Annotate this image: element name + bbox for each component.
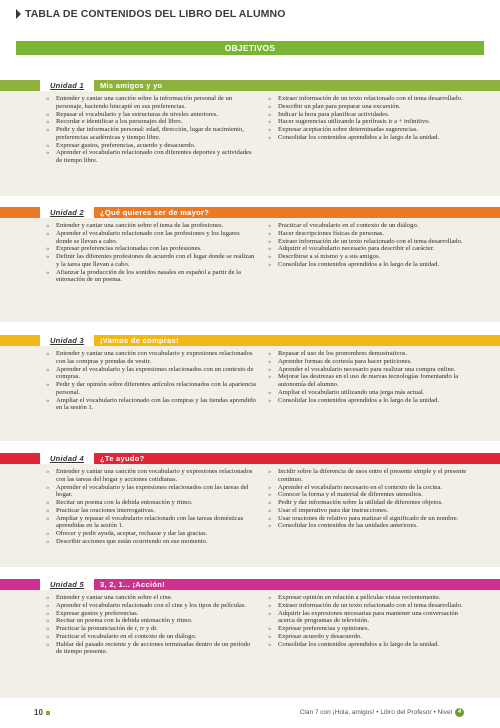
- objective-item: » Describir acciones que están ocurriendo en ese momento.: [46, 538, 256, 546]
- objective-item: » Practicar la pronunciación de r, rr y dr.: [46, 625, 256, 633]
- footer-book-title: Clan 7 con ¡Hola, amigos! • Libro del Profesor • Nivel: [299, 709, 452, 716]
- objective-item: » Recordar e identificar a los personajes del libro.: [46, 118, 256, 126]
- objective-item: » Extraer información de un texto relacionado con el tema desarrollado.: [268, 238, 476, 246]
- unit-right-column: [268, 468, 476, 530]
- square-icon: [46, 711, 50, 715]
- objective-item: » Repasar el vocabulario y las estructuras de niveles anteriores.: [46, 111, 256, 119]
- objective-item: » Entender y cantar una canción con vocabulario y expresiones relacionados con las compras y prendas de vestir.: [46, 350, 256, 366]
- objective-item: » Entender y cantar una canción sobre el cine.: [46, 594, 256, 602]
- unit-left-column: [46, 594, 256, 656]
- unit-body: [0, 464, 500, 567]
- objective-item: » Aprender el vocabulario relacionado con el cine y los tipos de películas.: [46, 602, 256, 610]
- unit-label: Unidad 1: [40, 80, 94, 91]
- unit-body: [0, 91, 500, 196]
- unit-header: [40, 579, 165, 590]
- objective-item: » Usar oraciones de relativo para matizar el significado de un nombre.: [268, 515, 476, 523]
- objetivos-header: OBJETIVOS: [16, 41, 484, 55]
- unit-left-column: [46, 350, 256, 412]
- objective-item: » Practicar el vocabulario en el contexto de un diálogo.: [268, 222, 476, 230]
- objective-item: » Extraer información de un texto relacionado con el tema desarrollado.: [268, 602, 476, 610]
- objective-item: » Pedir y dar información sobre la utilidad de diferentes objetos.: [268, 499, 476, 507]
- unit-header: [40, 453, 145, 464]
- objective-item: » Aprender el vocabulario y las expresiones relacionados con las tareas del hogar.: [46, 484, 256, 500]
- objective-item: » Usar el imperativo para dar instrucciones.: [268, 507, 476, 515]
- objective-item: » Adquirir las expresiones necesarias para mantener una conversación acerca de programas de televisión.: [268, 610, 476, 626]
- unit-label: Unidad 3: [40, 335, 94, 346]
- objective-item: » Consolidar los contenidos aprendidos a lo largo de la unidad.: [268, 641, 476, 649]
- objective-item: » Describirse a sí mismo y a sus amigos.: [268, 253, 476, 261]
- objective-item: » Definir las diferentes profesiones de acuerdo con el lugar donde se realizan y la tarea que llevan a cabo.: [46, 253, 256, 269]
- objective-item: » Expresar opinión en relación a películas vistas recientemente.: [268, 594, 476, 602]
- objective-item: » Incidir sobre la diferencia de usos entre el presente simple y el presente continuo.: [268, 468, 476, 484]
- page-title: [16, 8, 285, 20]
- unit-left-column: [46, 95, 256, 165]
- unit-right-column: [268, 95, 476, 142]
- objective-item: » Describir un plan para preparar una excursión.: [268, 103, 476, 111]
- objective-item: » Hacer sugerencias utilizando la perífrasis ir a + infinitivo.: [268, 118, 476, 126]
- objective-item: » Hacer descripciones físicas de personas.: [268, 230, 476, 238]
- objective-item: » Hablar del pasado reciente y de acciones terminadas dentro de un período de tiempo presente.: [46, 641, 256, 657]
- objective-item: » Recitar un poema con la debida entonación y ritmo.: [46, 617, 256, 625]
- arrow-icon: [16, 9, 21, 19]
- unit-label: Unidad 2: [40, 207, 94, 218]
- unit-title: ¡Vamos de compras!: [94, 335, 179, 346]
- objective-item: » Entender y cantar una canción sobre la información personal de un personaje, haciendo hincapié en sus preferencias.: [46, 95, 256, 111]
- unit-header: [40, 207, 209, 218]
- objective-item: » Expresar preferencias y opiniones.: [268, 625, 476, 633]
- unit-label: Unidad 5: [40, 579, 94, 590]
- unit-header: [40, 335, 179, 346]
- page-title-text: TABLA DE CONTENIDOS DEL LIBRO DEL ALUMNO: [25, 8, 286, 20]
- page-footer: [0, 704, 500, 722]
- unit-body: [0, 218, 500, 322]
- objective-item: » Aprender el vocabulario relacionado con las profesiones y los lugares donde se llevan a cabo.: [46, 230, 256, 246]
- objective-item: » Entender y cantar una canción sobre el tema de las profesiones.: [46, 222, 256, 230]
- objective-item: » Indicar la hora para planificar actividades.: [268, 111, 476, 119]
- unit-right-column: [268, 222, 476, 269]
- objective-item: » Entender y cantar una canción con vocabulario y expresiones relacionados con las tareas del hogar y acciones cotidianas.: [46, 468, 256, 484]
- objective-item: » Extraer información de un texto relacionado con el tema desarrollado.: [268, 95, 476, 103]
- unit-header: [40, 80, 162, 91]
- objective-item: » Practicar el vocabulario en el contexto de un diálogo.: [46, 633, 256, 641]
- objective-item: » Expresar gustos y preferencias.: [46, 610, 256, 618]
- page-number-text: 10: [34, 708, 43, 717]
- objective-item: » Expresar gustos, preferencias, acuerdo y desacuerdo.: [46, 142, 256, 150]
- objective-item: » Expresar aceptación sobre determinadas sugerencias.: [268, 126, 476, 134]
- objective-item: » Adquirir el vocabulario necesario para describir el carácter.: [268, 245, 476, 253]
- objective-item: » Pedir y dar opinión sobre diferentes artículos relacionados con la apariencia personal.: [46, 381, 256, 397]
- footer-text: [300, 708, 464, 717]
- unit-title: Mis amigos y yo: [94, 80, 162, 91]
- objective-item: » Repasar el uso de los pronombres demostrativos.: [268, 350, 476, 358]
- objective-item: » Expresar preferencias relacionadas con las profesiones.: [46, 245, 256, 253]
- unit-left-column: [46, 222, 256, 284]
- objective-item: » Aprender el vocabulario relacionado con diferentes deportes y actividades de tiempo libre.: [46, 149, 256, 165]
- objective-item: » Aprender el vocabulario necesario para realizar una compra online.: [268, 366, 476, 374]
- objective-item: » Mejorar las destrezas en el uso de nuevas tecnologías fomentando la autonomía del alumno.: [268, 373, 476, 389]
- objective-item: » Afianzar la producción de los sonidos nasales en español a partir de la entonación de un poema.: [46, 269, 256, 285]
- objective-item: » Consolidar los contenidos de las unidades anteriores.: [268, 522, 476, 530]
- unit-body: [0, 346, 500, 441]
- objective-item: » Aprender el vocabulario y las expresiones relacionados con un contexto de compras.: [46, 366, 256, 382]
- unit-body: [0, 590, 500, 698]
- objective-item: » Ampliar el vocabulario relacionado con las compras y las tiendas aprendido en la sesión 1.: [46, 397, 256, 413]
- objective-item: » Ofrecer y pedir ayuda, aceptar, rechazar y dar las gracias.: [46, 530, 256, 538]
- unit-label: Unidad 4: [40, 453, 94, 464]
- unit-right-column: [268, 350, 476, 404]
- objective-item: » Ampliar y repasar el vocabulario relacionado con las tareas domésticas aprendidas en la sesión 1.: [46, 515, 256, 531]
- unit-title: ¿Te ayudo?: [94, 453, 145, 464]
- objective-item: » Expresar acuerdo y desacuerdo.: [268, 633, 476, 641]
- objective-item: » Pedir y dar información personal: edad, dirección, lugar de nacimiento, preferencias académicas y tiempo libre.: [46, 126, 256, 142]
- objective-item: » Consolidar los contenidos aprendidos a lo largo de la unidad.: [268, 397, 476, 405]
- objective-item: » Recitar un poema con la debida entonación y ritmo.: [46, 499, 256, 507]
- objective-item: » Aprender el vocabulario necesario en el contexto de la cocina.: [268, 484, 476, 492]
- unit-left-column: [46, 468, 256, 546]
- objective-item: » Consolidar los contenidos aprendidos a lo largo de la unidad.: [268, 134, 476, 142]
- objective-item: » Conocer la forma y el material de diferentes utensilios.: [268, 491, 476, 499]
- objective-item: » Ampliar el vocabulario utilizando una jerga más actual.: [268, 389, 476, 397]
- objective-item: » Aprender formas de cortesía para hacer peticiones.: [268, 358, 476, 366]
- objective-item: » Practicar las oraciones interrogativas.: [46, 507, 256, 515]
- page-number: [34, 708, 50, 717]
- objective-item: » Consolidar los contenidos aprendidos a lo largo de la unidad.: [268, 261, 476, 269]
- unit-title: 3, 2, 1... ¡Acción!: [94, 579, 165, 590]
- unit-title: ¿Qué quieres ser de mayor?: [94, 207, 209, 218]
- unit-right-column: [268, 594, 476, 648]
- level-badge: 4: [455, 708, 464, 717]
